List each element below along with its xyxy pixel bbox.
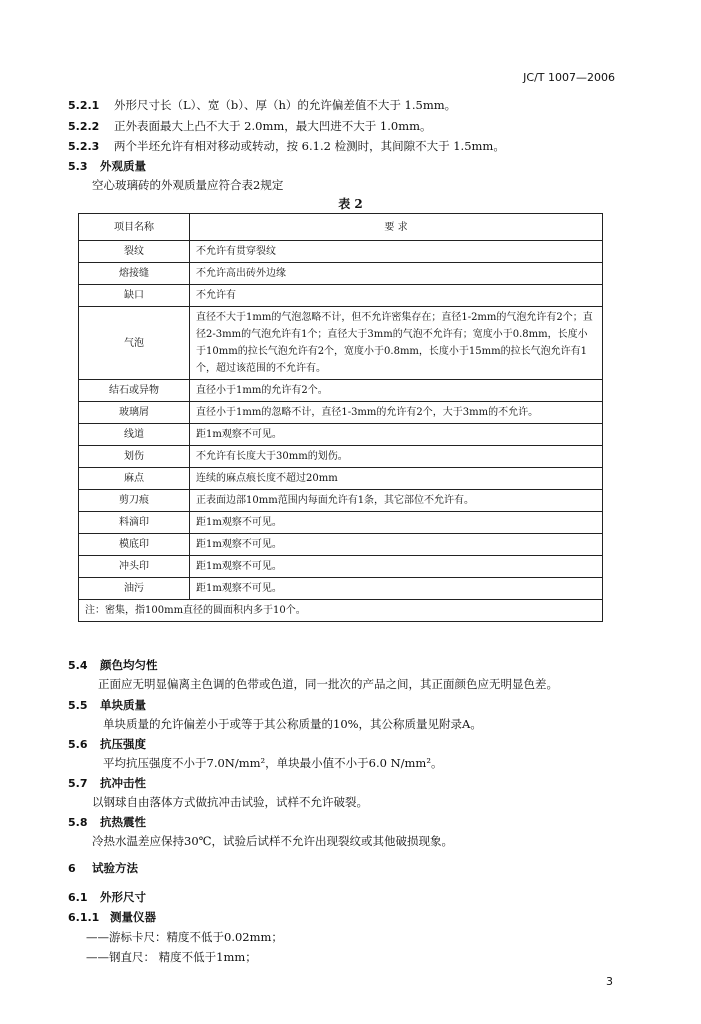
row-requirement: 距1m观察不可见。	[190, 556, 603, 578]
table-row	[79, 556, 603, 578]
table-row	[79, 468, 603, 490]
row-requirement: 不允许高出砖外边缘	[190, 263, 603, 285]
clause-5-3-heading	[68, 158, 146, 174]
clause-title: 颜色均匀性	[100, 658, 158, 672]
clause-number: 5.3	[68, 160, 88, 173]
table-row	[79, 490, 603, 512]
clause-5-5-body: 单块质量的允许偏差小于或等于其公称质量的10%，其公称质量见附录A。	[103, 717, 482, 731]
clause-text: 外形尺寸长（L）、宽（b）、厚（h）的允许偏差值不大于 1.5mm。	[114, 98, 457, 112]
table-row	[79, 380, 603, 402]
table-row	[79, 241, 603, 263]
row-item-name: 结石或异物	[79, 380, 190, 402]
clause-number: 6.1.1	[68, 911, 100, 924]
clause-5-3-body: 空心玻璃砖的外观质量应符合表2规定	[92, 178, 284, 192]
instrument-caliper: ——游标卡尺：精度不低于0.02mm；	[86, 930, 283, 944]
clause-title: 抗热震性	[100, 815, 146, 829]
row-requirement: 直径不大于1mm的气泡忽略不计，但不允许密集存在；直径1-2mm的气泡允许有2个；直径2-3mm的气泡允许有1个；直径大于3mm的气泡不允许有；宽度小于0.8mm，长度小于10mm的拉长气泡允许有2个，宽度小于0.8mm，长度小于15mm的拉长气泡允许有1个，超过该范围的不允许有。	[190, 307, 603, 380]
row-item-name: 气泡	[79, 307, 190, 380]
row-item-name: 缺口	[79, 285, 190, 307]
row-requirement: 正表面边部10mm范围内每面允许有1条，其它部位不允许有。	[190, 490, 603, 512]
appearance-quality-table	[78, 213, 603, 622]
clause-5-6-body: 平均抗压强度不小于7.0N/mm²，单块最小值不小于6.0 N/mm²。	[103, 756, 443, 770]
table-row	[79, 512, 603, 534]
table-row	[79, 402, 603, 424]
clause-title: 测量仪器	[110, 910, 156, 924]
clause-5-8-body: 冷热水温差应保持30℃，试验后试样不允许出现裂纹或其他破损现象。	[92, 834, 453, 848]
row-item-name: 玻璃屑	[79, 402, 190, 424]
clause-number: 5.7	[68, 777, 88, 790]
table-caption: 表 2	[338, 197, 363, 211]
clause-5-7-heading	[68, 775, 146, 791]
row-requirement: 不允许有	[190, 285, 603, 307]
row-requirement: 不允许有贯穿裂纹	[190, 241, 603, 263]
clause-number: 5.8	[68, 816, 88, 829]
row-item-name: 麻点	[79, 468, 190, 490]
clause-number: 5.2.2	[68, 120, 100, 133]
clause-number: 5.4	[68, 659, 88, 672]
instrument-steel-ruler: ——钢直尺： 精度不低于1mm；	[86, 950, 257, 964]
clause-title: 抗压强度	[100, 737, 146, 751]
row-requirement: 直径小于1mm的忽略不计，直径1-3mm的允许有2个，大于3mm的不允许。	[190, 402, 603, 424]
clause-text: 正外表面最大上凸不大于 2.0mm，最大凹进不大于 1.0mm。	[114, 119, 432, 133]
clause-number: 5.6	[68, 738, 88, 751]
row-requirement: 距1m观察不可见。	[190, 578, 603, 600]
clause-5-2-3	[68, 138, 505, 154]
clause-6-1-1-heading	[68, 909, 156, 925]
table-note-row	[79, 600, 603, 622]
section-6-heading	[68, 860, 138, 876]
table-row	[79, 446, 603, 468]
clause-title: 外形尺寸	[100, 890, 146, 904]
table-row	[79, 307, 603, 380]
section-title: 试验方法	[92, 861, 138, 875]
row-requirement: 不允许有长度大于30mm的划伤。	[190, 446, 603, 468]
row-item-name: 线道	[79, 424, 190, 446]
table-row	[79, 424, 603, 446]
clause-5-6-heading	[68, 736, 146, 752]
clause-5-8-heading	[68, 814, 146, 830]
row-item-name: 模底印	[79, 534, 190, 556]
page-number: 3	[606, 975, 613, 988]
clause-number: 5.2.3	[68, 140, 100, 153]
clause-number: 6.1	[68, 891, 88, 904]
clause-title: 单块质量	[100, 698, 146, 712]
table-header-row	[79, 214, 603, 241]
header-item: 项目名称	[79, 214, 190, 241]
clause-5-5-heading	[68, 697, 146, 713]
row-item-name: 料滴印	[79, 512, 190, 534]
row-item-name: 划伤	[79, 446, 190, 468]
clause-title: 外观质量	[100, 159, 146, 173]
row-requirement: 距1m观察不可见。	[190, 512, 603, 534]
section-number: 6	[68, 862, 76, 875]
clause-5-4-heading	[68, 657, 158, 673]
table-row	[79, 534, 603, 556]
table-row	[79, 578, 603, 600]
row-requirement: 连续的麻点痕长度不超过20mm	[190, 468, 603, 490]
clause-5-2-2	[68, 118, 432, 134]
clause-text: 两个半坯允许有相对移动或转动，按 6.1.2 检测时，其间隙不大于 1.5mm。	[114, 139, 505, 153]
row-item-name: 熔接缝	[79, 263, 190, 285]
clause-5-4-body: 正面应无明显偏离主色调的色带或色道，同一批次的产品之间，其正面颜色应无明显色差。	[98, 677, 558, 691]
table-note: 注：密集，指100mm直径的圆面积内多于10个。	[79, 600, 603, 622]
row-requirement: 距1m观察不可见。	[190, 424, 603, 446]
row-item-name: 剪刀痕	[79, 490, 190, 512]
clause-number: 5.5	[68, 699, 88, 712]
row-requirement: 直径小于1mm的允许有2个。	[190, 380, 603, 402]
table-row	[79, 285, 603, 307]
standard-number: JC/T 1007—2006	[523, 71, 615, 84]
row-item-name: 裂纹	[79, 241, 190, 263]
row-requirement: 距1m观察不可见。	[190, 534, 603, 556]
row-item-name: 冲头印	[79, 556, 190, 578]
clause-6-1-heading	[68, 889, 146, 905]
clause-5-2-1	[68, 97, 456, 113]
row-item-name: 油污	[79, 578, 190, 600]
clause-title: 抗冲击性	[100, 776, 146, 790]
table-row	[79, 263, 603, 285]
header-requirement: 要 求	[190, 214, 603, 241]
clause-number: 5.2.1	[68, 99, 100, 112]
clause-5-7-body: 以钢球自由落体方式做抗冲击试验，试样不允许破裂。	[92, 795, 368, 809]
